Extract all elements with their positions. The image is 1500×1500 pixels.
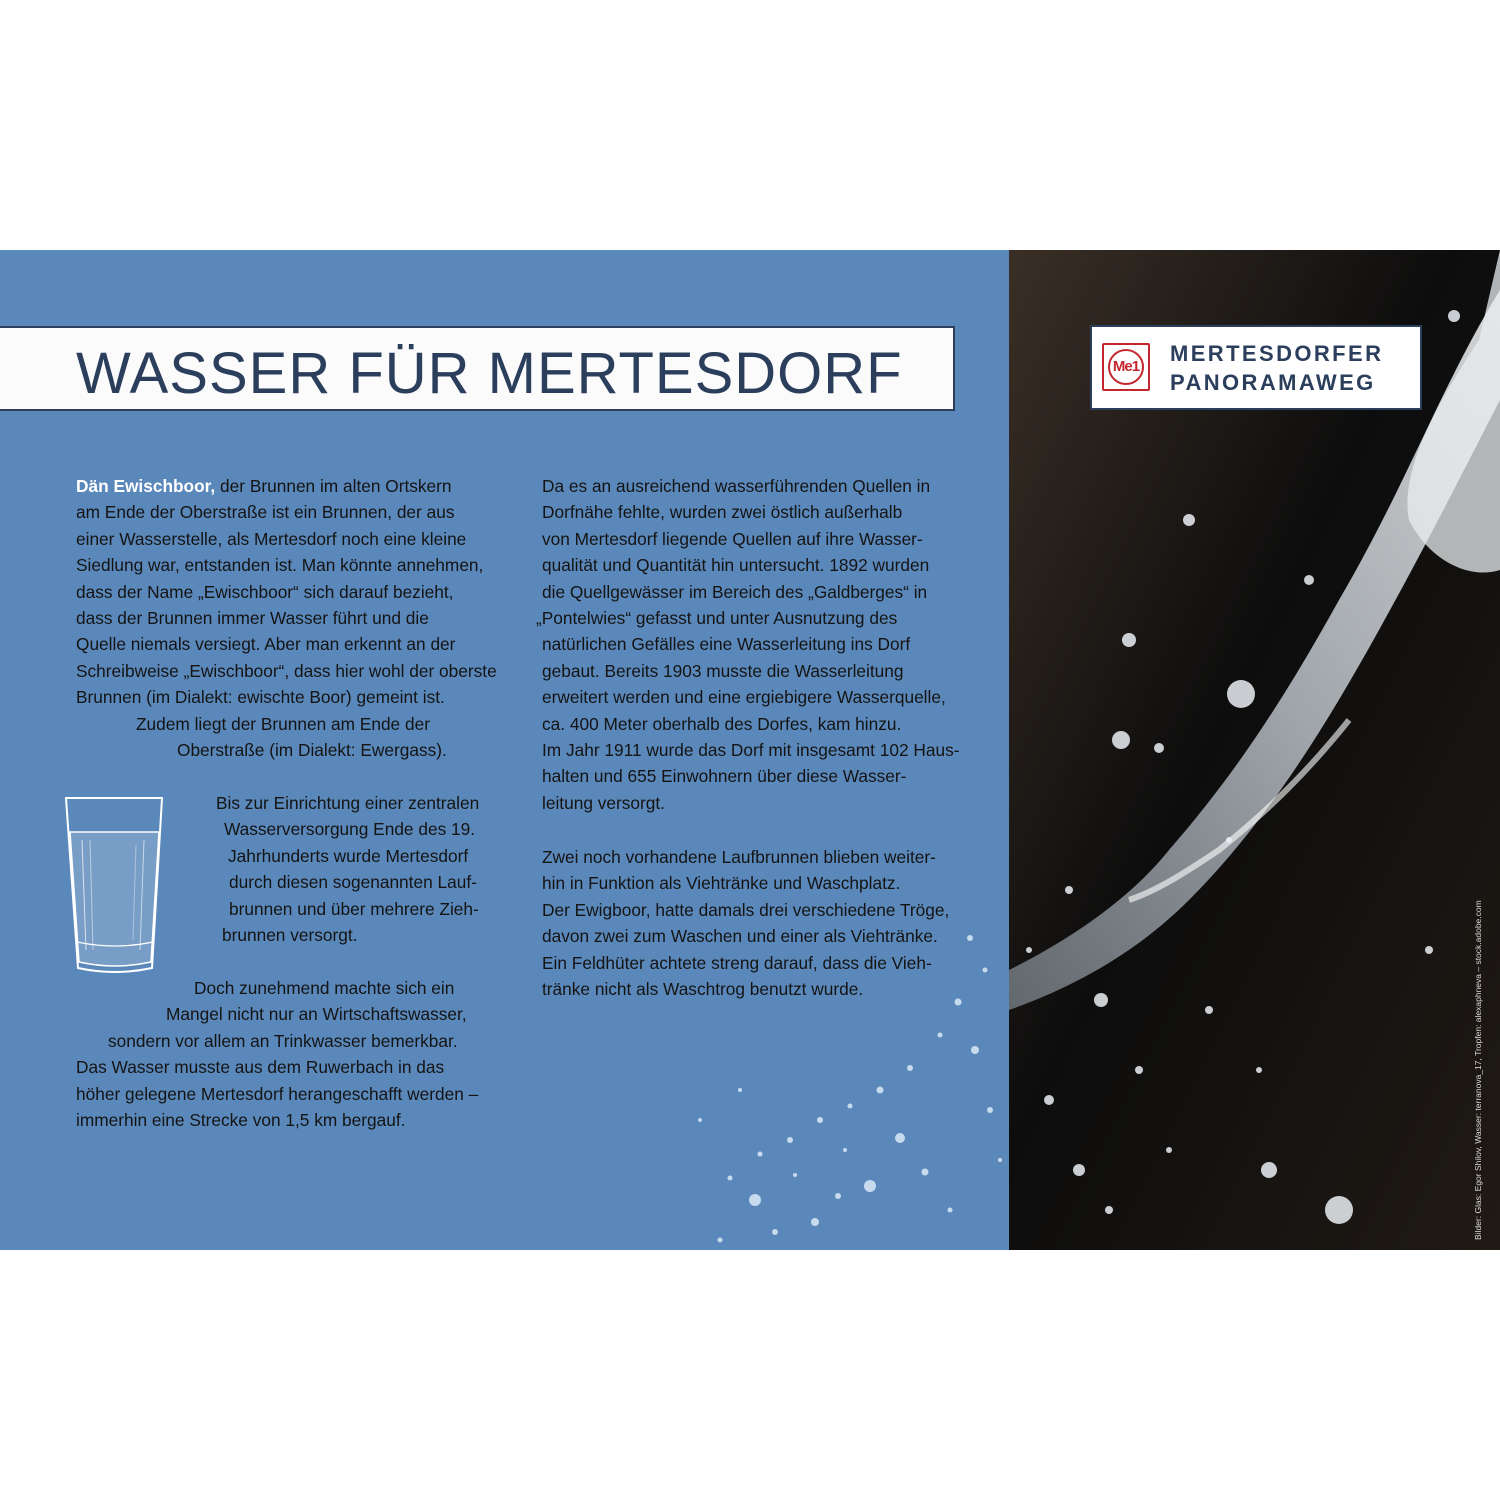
water-glass-illustration	[60, 790, 170, 980]
image-credit: Bilder: Glas: Egor Shilov, Wasser: terranova_17, Tropfen: alexaphneva – stock.adobe.com	[1473, 900, 1483, 1240]
logo-title-line1: MERTESDORFER	[1170, 341, 1384, 366]
blue-text-area	[0, 250, 1009, 1250]
right-column-paragraph-1: Da es an ausreichend wasserführenden Quellen in Dorfnähe fehlte, wurden zwei östlich außerhalb von Mertesdorf liegende Quellen auf ihre Wasser- qualität und Quantität hin untersucht. 1892 wurden die Quellgewässer im Bereich des „Galdberges“ in „Pontelwies“ gefasst und unter Ausnutzung des natürlichen Gefälles eine Wasserleitung ins Dorf gebaut. Bereits 1903 musste die Wasserleitung erweitert werden und eine ergiebigere Wasserquelle, ca. 400 Meter oberhalb des Dorfes, kam hinzu. Im Jahr 1911 wurde das Dorf mit insgesamt 102 Haus- halten und 655 Einwohnern über diese Wasser- leitung versorgt.	[536, 476, 960, 813]
right-column-paragraph-2: Zwei noch vorhandene Laufbrunnen blieben weiter- hin in Funktion als Viehtränke und Waschplatz. Der Ewigboor, hatte damals drei verschiedene Tröge, davon zwei zum Waschen und einer als Viehtränke. Ein Feldhüter achtete streng darauf, dass die Vieh- tränke nicht als Waschtrog benutzt wurde.	[542, 847, 950, 999]
badge-text: Me1	[1108, 349, 1144, 385]
water-droplets-decoration	[580, 910, 1010, 1250]
left-column-paragraph-3: Doch zunehmend machte sich ein Mangel nicht nur an Wirtschaftswasser, sondern vor allem an Trinkwasser bemerkbar. Das Wasser musste aus dem Ruwerbach in das höher gelegene Mertesdorf herangeschafft werden – immerhin eine Strecke von 1,5 km bergauf.	[76, 978, 479, 1130]
left-column-paragraph-1: Dän Ewischboor, der Brunnen im alten Ortskern am Ende der Oberstraße ist ein Brunnen, der aus einer Wasserstelle, als Mertesdorf noch eine kleine Siedlung war, entstanden ist. Man könnte annehmen, dass der Name „Ewischboor“ sich darauf bezieht, dass der Brunnen immer Wasser führt und die Quelle niemals versiegt. Aber man erkennt an der Schreibweise „Ewischboor“, dass hier wohl der oberste Brunnen (im Dialekt: ewischte Boor) gemeint ist. Zudem liegt der Brunnen am Ende der Oberstraße (im Dialekt: Ewergass).	[76, 476, 497, 760]
title-banner	[0, 326, 955, 411]
lead-text: Dän Ewischboor,	[76, 476, 216, 496]
logo-title-line2: PANORAMAWEG	[1170, 370, 1376, 395]
page-title: WASSER FÜR MERTESDORF	[76, 341, 903, 406]
panoramaweg-logo	[1090, 325, 1422, 410]
me1-badge-icon	[1102, 343, 1150, 391]
left-column-paragraph-2: Bis zur Einrichtung einer zentralen Wasserversorgung Ende des 19. Jahrhunderts wurde Mertesdorf durch diesen sogenannten Lauf- brunnen und über mehrere Zieh- brunnen versorgt.	[216, 793, 480, 945]
